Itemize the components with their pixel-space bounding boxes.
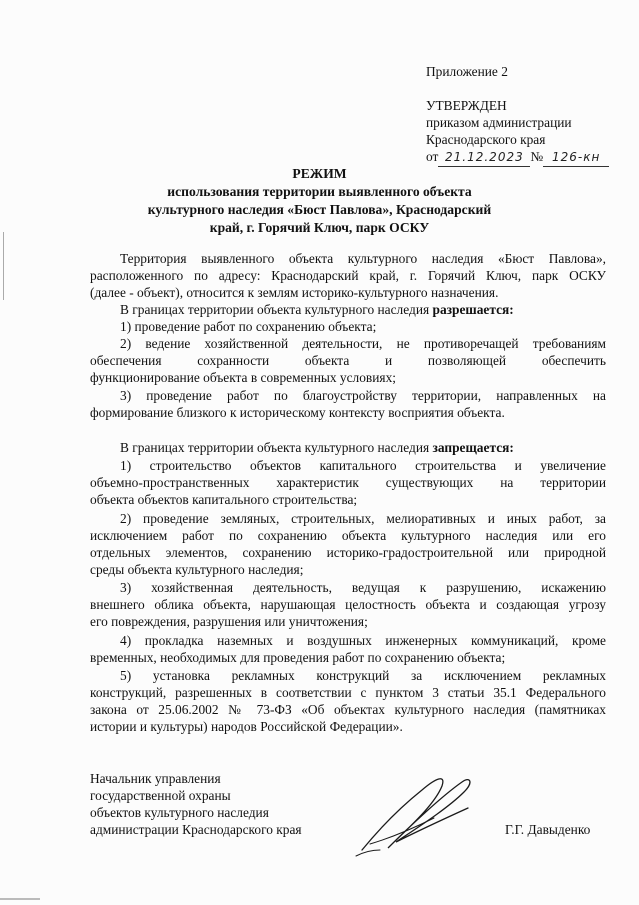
prohibited-item-3-line-1: 3) хозяйственная деятельность, ведущая к разрушению, искажению [120, 580, 606, 595]
appendix-label: Приложение 2 [426, 64, 508, 79]
allowed-item-2-line-3: функционирование объекта в современных условиях; [90, 370, 396, 385]
allowed-heading: В границах территории объекта культурного наследия разрешается: [120, 302, 514, 317]
allowed-item-3-line-2: формирование близкого к историческому контексту восприятия объекта. [90, 405, 505, 420]
prohibited-item-2-line-1: 2) проведение земляных, строительных, мелиоративных и иных работ, за [120, 511, 606, 526]
handwritten-date: 21.12.2023 [438, 149, 530, 167]
title-line-3: культурного наследия «Бюст Павлова», Краснодарский [147, 202, 492, 217]
prohibited-item-2-line-3: отдельных элементов, сохранению историко-градостроительной или природной [90, 545, 606, 560]
prohibited-item-3-line-3: его повреждения, разрушения или уничтожения; [90, 614, 368, 629]
signatory-role-line-4: администрации Краснодарского края [90, 822, 302, 837]
allowed-item-1: 1) проведение работ по сохранению объекта; [120, 319, 377, 334]
signatory-role-line-2: государственной охраны [90, 788, 231, 803]
order-line-2: Краснодарского края [426, 132, 546, 147]
prohibited-item-1-line-3: объекта объектов капитального строительства; [90, 492, 358, 507]
intro-line-1: Территория выявленного объекта культурного наследия «Бюст Павлова», [120, 251, 606, 266]
approved-label: УТВЕРЖДЕН [426, 98, 507, 113]
prohibited-item-4-line-1: 4) прокладка наземных и воздушных инженерных коммуникаций, кроме [120, 633, 606, 648]
prohibited-item-5-line-4: истории и культуры) народов Российской Федерации». [90, 719, 403, 734]
signatory-role-line-1: Начальник управления [90, 771, 221, 786]
scan-margin-mark [3, 232, 4, 300]
prohibited-keyword: запрещается: [432, 440, 514, 455]
handwritten-number: 126-кн [543, 149, 609, 167]
date-prefix: от [426, 149, 439, 164]
signatory-name: Г.Г. Давыденко [505, 822, 591, 837]
document-title: РЕЖИМ [292, 166, 347, 181]
prohibited-item-2-line-2: исключением работ по сохранению объекта культурного наследия или его [90, 528, 606, 543]
intro-line-3: (далее - объект), относится к землям историко-культурного назначения. [90, 285, 499, 300]
allowed-keyword: разрешается: [432, 302, 514, 317]
prohibited-item-2-line-4: среды объекта культурного наследия; [90, 562, 304, 577]
signatory-role-line-3: объектов культурного наследия [90, 805, 269, 820]
prohibited-item-5-line-1: 5) установка рекламных конструкций за исключением рекламных [120, 668, 606, 683]
handwritten-signature [350, 768, 480, 863]
order-line-1: приказом администрации [426, 115, 572, 130]
title-line-4: край, г. Горячий Ключ, парк ОСКУ [209, 220, 430, 235]
prohibited-item-1-line-2: объемно-пространственных характеристик существующих на территории [90, 475, 606, 490]
prohibited-heading: В границах территории объекта культурного наследия запрещается: [120, 440, 514, 455]
allowed-item-2-line-2: обеспечения сохранности объекта и позволяющей обеспечить [90, 353, 606, 368]
intro-line-2: расположенного по адресу: Краснодарский край, г. Горячий Ключ, парк ОСКУ [90, 268, 606, 283]
scan-corner-mark [0, 898, 40, 900]
number-prefix: № [530, 149, 544, 164]
prohibited-item-4-line-2: временных, необходимых для проведения работ по сохранению объекта; [90, 650, 506, 665]
prohibited-item-1-line-1: 1) строительство объектов капитального строительства и увеличение [120, 458, 606, 473]
allowed-item-2-line-1: 2) ведение хозяйственной деятельности, не противоречащей требованиям [120, 336, 606, 351]
prohibited-item-3-line-2: внешнего облика объекта, нарушающая целостность объекта и создающая угрозу [90, 597, 606, 612]
allowed-item-3-line-1: 3) проведение работ по благоустройству территории, направленных на [120, 388, 606, 403]
prohibited-item-5-line-3: закона от 25.06.2002 № 73-ФЗ «Об объектах культурного наследия (памятниках [90, 702, 606, 717]
title-line-2: использования территории выявленного объекта [167, 184, 472, 199]
prohibited-item-5-line-2: конструкций, разрешенных в соответствии с пунктом 3 статьи 35.1 Федерального [90, 685, 606, 700]
